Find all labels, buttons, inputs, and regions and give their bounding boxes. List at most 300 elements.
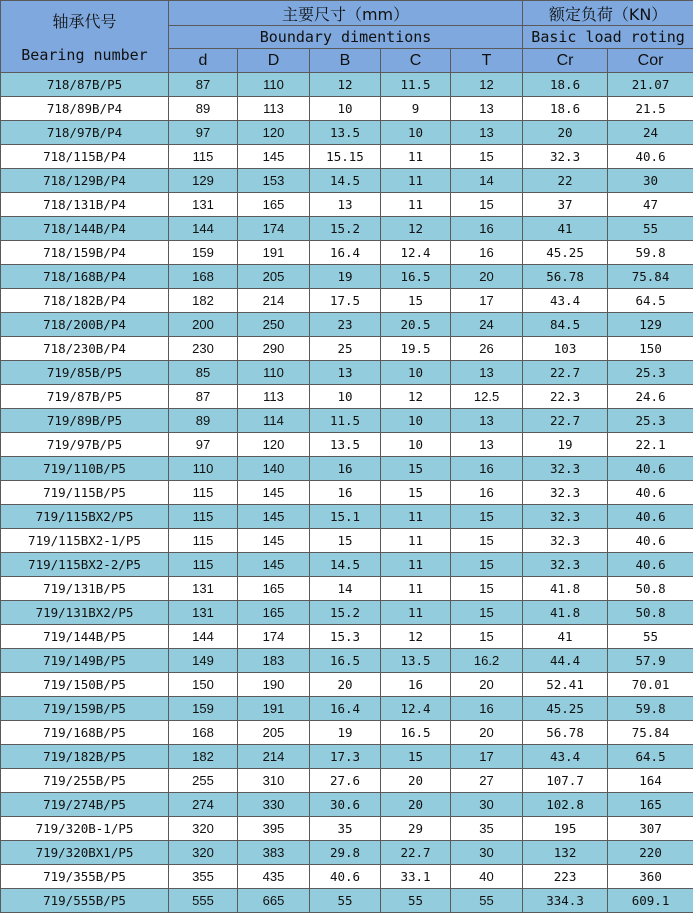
col-header-D: D	[238, 49, 310, 73]
B-cell: 55	[310, 889, 381, 913]
T-cell: 17	[451, 289, 523, 313]
B-cell: 15	[310, 529, 381, 553]
Cr-cell: 45.25	[523, 697, 608, 721]
Cor-cell: 70.01	[608, 673, 693, 697]
Cor-cell: 24.6	[608, 385, 693, 409]
Cr-cell: 32.3	[523, 145, 608, 169]
bearing-number-cell: 719/150B/P5	[1, 673, 169, 697]
D-cell: 110	[238, 73, 310, 97]
d-cell: 255	[169, 769, 238, 793]
table-row	[1, 121, 693, 145]
table-row	[1, 529, 693, 553]
T-cell: 20	[451, 673, 523, 697]
bearing-number-cell: 719/255B/P5	[1, 769, 169, 793]
table-row	[1, 889, 693, 913]
T-cell: 15	[451, 145, 523, 169]
T-cell: 27	[451, 769, 523, 793]
bearing-number-cell: 719/159B/P5	[1, 697, 169, 721]
T-cell: 14	[451, 169, 523, 193]
Cor-cell: 40.6	[608, 145, 693, 169]
d-cell: 131	[169, 577, 238, 601]
table-row	[1, 769, 693, 793]
Cr-cell: 22.3	[523, 385, 608, 409]
bearing-number-header-en: Bearing number	[21, 46, 148, 64]
boundary-dimensions-header-en: Boundary dimentions	[169, 26, 523, 49]
C-cell: 11	[381, 145, 451, 169]
Cor-cell: 40.6	[608, 505, 693, 529]
B-cell: 25	[310, 337, 381, 361]
Cor-cell: 40.6	[608, 553, 693, 577]
T-cell: 20	[451, 265, 523, 289]
table-row	[1, 673, 693, 697]
d-cell: 115	[169, 553, 238, 577]
T-cell: 13	[451, 409, 523, 433]
Cor-cell: 21.5	[608, 97, 693, 121]
Cor-cell: 59.8	[608, 241, 693, 265]
bearing-number-cell: 719/320B-1/P5	[1, 817, 169, 841]
Cor-cell: 59.8	[608, 697, 693, 721]
T-cell: 15	[451, 193, 523, 217]
Cr-cell: 32.3	[523, 505, 608, 529]
Cr-cell: 43.4	[523, 289, 608, 313]
table-row	[1, 265, 693, 289]
Cr-cell: 32.3	[523, 457, 608, 481]
table-row	[1, 241, 693, 265]
T-cell: 13	[451, 121, 523, 145]
D-cell: 174	[238, 217, 310, 241]
B-cell: 10	[310, 385, 381, 409]
D-cell: 395	[238, 817, 310, 841]
B-cell: 15.2	[310, 601, 381, 625]
Cor-cell: 25.3	[608, 361, 693, 385]
T-cell: 15	[451, 553, 523, 577]
Cor-cell: 57.9	[608, 649, 693, 673]
C-cell: 11	[381, 169, 451, 193]
basic-load-header-en: Basic load roting	[523, 26, 693, 49]
D-cell: 383	[238, 841, 310, 865]
Cor-cell: 75.84	[608, 265, 693, 289]
C-cell: 16	[381, 673, 451, 697]
table-row	[1, 217, 693, 241]
B-cell: 35	[310, 817, 381, 841]
D-cell: 120	[238, 121, 310, 145]
bearing-number-cell: 719/131B/P5	[1, 577, 169, 601]
C-cell: 15	[381, 745, 451, 769]
D-cell: 145	[238, 481, 310, 505]
Cr-cell: 102.8	[523, 793, 608, 817]
Cr-cell: 107.7	[523, 769, 608, 793]
D-cell: 145	[238, 529, 310, 553]
D-cell: 290	[238, 337, 310, 361]
table-row	[1, 169, 693, 193]
D-cell: 145	[238, 553, 310, 577]
T-cell: 40	[451, 865, 523, 889]
Cor-cell: 21.07	[608, 73, 693, 97]
T-cell: 17	[451, 745, 523, 769]
table-row	[1, 625, 693, 649]
Cor-cell: 47	[608, 193, 693, 217]
bearing-number-cell: 719/131BX2/P5	[1, 601, 169, 625]
Cr-cell: 132	[523, 841, 608, 865]
Cr-cell: 41	[523, 217, 608, 241]
d-cell: 144	[169, 217, 238, 241]
d-cell: 87	[169, 385, 238, 409]
d-cell: 87	[169, 73, 238, 97]
basic-load-cn-text: 额定负荷（KN）	[548, 4, 668, 24]
Cr-cell: 32.3	[523, 529, 608, 553]
d-cell: 320	[169, 817, 238, 841]
C-cell: 10	[381, 121, 451, 145]
bearing-number-cell: 718/182B/P4	[1, 289, 169, 313]
T-cell: 20	[451, 721, 523, 745]
D-cell: 113	[238, 385, 310, 409]
d-cell: 159	[169, 241, 238, 265]
D-cell: 145	[238, 145, 310, 169]
D-cell: 114	[238, 409, 310, 433]
C-cell: 11	[381, 553, 451, 577]
Cr-cell: 41.8	[523, 601, 608, 625]
bearing-number-cell: 719/168B/P5	[1, 721, 169, 745]
Cor-cell: 55	[608, 625, 693, 649]
C-cell: 12	[381, 625, 451, 649]
T-cell: 16.2	[451, 649, 523, 673]
B-cell: 14.5	[310, 169, 381, 193]
d-cell: 85	[169, 361, 238, 385]
B-cell: 11.5	[310, 409, 381, 433]
B-cell: 16.4	[310, 241, 381, 265]
bearing-number-cell: 719/355B/P5	[1, 865, 169, 889]
B-cell: 40.6	[310, 865, 381, 889]
T-cell: 15	[451, 505, 523, 529]
table-row	[1, 505, 693, 529]
T-cell: 12.5	[451, 385, 523, 409]
D-cell: 120	[238, 433, 310, 457]
C-cell: 10	[381, 433, 451, 457]
table-row	[1, 817, 693, 841]
D-cell: 165	[238, 193, 310, 217]
table-body	[1, 73, 693, 913]
Cor-cell: 220	[608, 841, 693, 865]
C-cell: 11	[381, 505, 451, 529]
bearing-number-cell: 718/89B/P4	[1, 97, 169, 121]
D-cell: 174	[238, 625, 310, 649]
table-row	[1, 361, 693, 385]
Cor-cell: 164	[608, 769, 693, 793]
Cr-cell: 84.5	[523, 313, 608, 337]
table-header	[1, 1, 693, 73]
table-row	[1, 193, 693, 217]
C-cell: 11	[381, 577, 451, 601]
B-cell: 23	[310, 313, 381, 337]
C-cell: 20	[381, 769, 451, 793]
d-cell: 89	[169, 409, 238, 433]
T-cell: 30	[451, 841, 523, 865]
bearing-number-cell: 719/149B/P5	[1, 649, 169, 673]
C-cell: 10	[381, 409, 451, 433]
d-cell: 115	[169, 145, 238, 169]
B-cell: 17.3	[310, 745, 381, 769]
Cor-cell: 40.6	[608, 457, 693, 481]
Cor-cell: 25.3	[608, 409, 693, 433]
Cr-cell: 32.3	[523, 553, 608, 577]
bearing-number-cell: 719/115BX2-1/P5	[1, 529, 169, 553]
D-cell: 214	[238, 745, 310, 769]
table-row	[1, 793, 693, 817]
Cor-cell: 22.1	[608, 433, 693, 457]
B-cell: 19	[310, 721, 381, 745]
d-cell: 89	[169, 97, 238, 121]
d-cell: 555	[169, 889, 238, 913]
C-cell: 10	[381, 361, 451, 385]
bearing-number-cell: 719/110B/P5	[1, 457, 169, 481]
Cr-cell: 103	[523, 337, 608, 361]
C-cell: 20	[381, 793, 451, 817]
T-cell: 16	[451, 217, 523, 241]
T-cell: 55	[451, 889, 523, 913]
D-cell: 250	[238, 313, 310, 337]
Cr-cell: 22.7	[523, 361, 608, 385]
B-cell: 27.6	[310, 769, 381, 793]
D-cell: 153	[238, 169, 310, 193]
D-cell: 205	[238, 265, 310, 289]
bearing-number-cell: 719/115BX2-2/P5	[1, 553, 169, 577]
D-cell: 665	[238, 889, 310, 913]
C-cell: 29	[381, 817, 451, 841]
D-cell: 435	[238, 865, 310, 889]
d-cell: 97	[169, 433, 238, 457]
B-cell: 15.3	[310, 625, 381, 649]
bearing-number-cell: 719/85B/P5	[1, 361, 169, 385]
bearing-number-cell: 718/115B/P4	[1, 145, 169, 169]
D-cell: 165	[238, 577, 310, 601]
Cor-cell: 40.6	[608, 481, 693, 505]
Cr-cell: 37	[523, 193, 608, 217]
C-cell: 12	[381, 217, 451, 241]
B-cell: 13.5	[310, 433, 381, 457]
d-cell: 144	[169, 625, 238, 649]
C-cell: 15	[381, 481, 451, 505]
table-row	[1, 553, 693, 577]
Cor-cell: 64.5	[608, 289, 693, 313]
B-cell: 10	[310, 97, 381, 121]
D-cell: 330	[238, 793, 310, 817]
B-cell: 17.5	[310, 289, 381, 313]
C-cell: 15	[381, 289, 451, 313]
d-cell: 230	[169, 337, 238, 361]
T-cell: 16	[451, 481, 523, 505]
bearing-number-header	[1, 1, 169, 73]
C-cell: 11	[381, 193, 451, 217]
col-header-Cor: Cor	[608, 49, 693, 73]
bearing-number-cell: 718/168B/P4	[1, 265, 169, 289]
B-cell: 15.2	[310, 217, 381, 241]
D-cell: 310	[238, 769, 310, 793]
T-cell: 15	[451, 577, 523, 601]
bearing-number-cell: 718/97B/P4	[1, 121, 169, 145]
table-row	[1, 457, 693, 481]
d-cell: 200	[169, 313, 238, 337]
Cr-cell: 19	[523, 433, 608, 457]
d-cell: 97	[169, 121, 238, 145]
T-cell: 16	[451, 241, 523, 265]
C-cell: 19.5	[381, 337, 451, 361]
bearing-number-cell: 718/129B/P4	[1, 169, 169, 193]
bearing-number-cell: 718/159B/P4	[1, 241, 169, 265]
table-row	[1, 145, 693, 169]
table-row	[1, 73, 693, 97]
bearing-number-cell: 719/144B/P5	[1, 625, 169, 649]
table-row	[1, 289, 693, 313]
col-header-T: T	[451, 49, 523, 73]
Cr-cell: 41.8	[523, 577, 608, 601]
C-cell: 11.5	[381, 73, 451, 97]
D-cell: 190	[238, 673, 310, 697]
table-row	[1, 481, 693, 505]
Cor-cell: 129	[608, 313, 693, 337]
bearing-number-cell: 719/320BX1/P5	[1, 841, 169, 865]
Cr-cell: 52.41	[523, 673, 608, 697]
bearing-number-cell: 718/131B/P4	[1, 193, 169, 217]
T-cell: 15	[451, 529, 523, 553]
d-cell: 320	[169, 841, 238, 865]
Cr-cell: 56.78	[523, 721, 608, 745]
Cr-cell: 22	[523, 169, 608, 193]
Cor-cell: 609.1	[608, 889, 693, 913]
Cr-cell: 18.6	[523, 97, 608, 121]
table-row	[1, 409, 693, 433]
Cr-cell: 223	[523, 865, 608, 889]
T-cell: 13	[451, 361, 523, 385]
Cor-cell: 24	[608, 121, 693, 145]
B-cell: 13.5	[310, 121, 381, 145]
d-cell: 110	[169, 457, 238, 481]
T-cell: 30	[451, 793, 523, 817]
Cor-cell: 165	[608, 793, 693, 817]
table-row	[1, 337, 693, 361]
B-cell: 19	[310, 265, 381, 289]
T-cell: 15	[451, 601, 523, 625]
table-row	[1, 601, 693, 625]
d-cell: 182	[169, 289, 238, 313]
Cor-cell: 50.8	[608, 577, 693, 601]
T-cell: 16	[451, 457, 523, 481]
table-row	[1, 385, 693, 409]
d-cell: 168	[169, 265, 238, 289]
d-cell: 274	[169, 793, 238, 817]
B-cell: 29.8	[310, 841, 381, 865]
Cor-cell: 75.84	[608, 721, 693, 745]
C-cell: 15	[381, 457, 451, 481]
Cr-cell: 41	[523, 625, 608, 649]
Cor-cell: 150	[608, 337, 693, 361]
Cor-cell: 50.8	[608, 601, 693, 625]
T-cell: 13	[451, 433, 523, 457]
D-cell: 191	[238, 697, 310, 721]
d-cell: 168	[169, 721, 238, 745]
B-cell: 14.5	[310, 553, 381, 577]
bearing-number-header-cn: 轴承代号	[52, 12, 117, 31]
d-cell: 150	[169, 673, 238, 697]
D-cell: 110	[238, 361, 310, 385]
Cr-cell: 44.4	[523, 649, 608, 673]
C-cell: 22.7	[381, 841, 451, 865]
B-cell: 14	[310, 577, 381, 601]
d-cell: 159	[169, 697, 238, 721]
D-cell: 214	[238, 289, 310, 313]
table-row	[1, 697, 693, 721]
d-cell: 129	[169, 169, 238, 193]
col-header-Cr: Cr	[523, 49, 608, 73]
C-cell: 16.5	[381, 721, 451, 745]
bearing-number-cell: 719/115B/P5	[1, 481, 169, 505]
Cor-cell: 40.6	[608, 529, 693, 553]
basic-load-header-cn	[523, 1, 693, 26]
Cr-cell: 18.6	[523, 73, 608, 97]
B-cell: 30.6	[310, 793, 381, 817]
d-cell: 149	[169, 649, 238, 673]
Cr-cell: 32.3	[523, 481, 608, 505]
Cor-cell: 360	[608, 865, 693, 889]
bearing-number-cell: 718/200B/P4	[1, 313, 169, 337]
table-row	[1, 649, 693, 673]
d-cell: 115	[169, 481, 238, 505]
table-row	[1, 865, 693, 889]
bearing-number-cell: 718/87B/P5	[1, 73, 169, 97]
table-row	[1, 841, 693, 865]
bearing-number-cell: 718/144B/P4	[1, 217, 169, 241]
d-cell: 115	[169, 505, 238, 529]
bearing-number-cell: 719/182B/P5	[1, 745, 169, 769]
D-cell: 140	[238, 457, 310, 481]
bearing-number-cell: 719/115BX2/P5	[1, 505, 169, 529]
boundary-dimensions-cn-text: 主要尺寸（mm）	[281, 4, 410, 24]
d-cell: 131	[169, 601, 238, 625]
Cor-cell: 55	[608, 217, 693, 241]
col-header-B: B	[310, 49, 381, 73]
d-cell: 131	[169, 193, 238, 217]
D-cell: 165	[238, 601, 310, 625]
T-cell: 15	[451, 625, 523, 649]
bearing-number-cell: 719/89B/P5	[1, 409, 169, 433]
boundary-dimensions-header-cn	[169, 1, 523, 26]
col-header-d: d	[169, 49, 238, 73]
bearing-number-cell: 719/555B/P5	[1, 889, 169, 913]
table-row	[1, 577, 693, 601]
C-cell: 20.5	[381, 313, 451, 337]
Cr-cell: 195	[523, 817, 608, 841]
B-cell: 12	[310, 73, 381, 97]
B-cell: 16	[310, 481, 381, 505]
C-cell: 16.5	[381, 265, 451, 289]
C-cell: 11	[381, 529, 451, 553]
table-row	[1, 433, 693, 457]
Cr-cell: 56.78	[523, 265, 608, 289]
Cor-cell: 64.5	[608, 745, 693, 769]
Cr-cell: 22.7	[523, 409, 608, 433]
col-header-C: C	[381, 49, 451, 73]
C-cell: 13.5	[381, 649, 451, 673]
bearing-number-cell: 719/274B/P5	[1, 793, 169, 817]
D-cell: 183	[238, 649, 310, 673]
Cr-cell: 45.25	[523, 241, 608, 265]
D-cell: 113	[238, 97, 310, 121]
T-cell: 16	[451, 697, 523, 721]
B-cell: 13	[310, 193, 381, 217]
T-cell: 35	[451, 817, 523, 841]
B-cell: 15.1	[310, 505, 381, 529]
bearing-number-cell: 719/97B/P5	[1, 433, 169, 457]
T-cell: 26	[451, 337, 523, 361]
